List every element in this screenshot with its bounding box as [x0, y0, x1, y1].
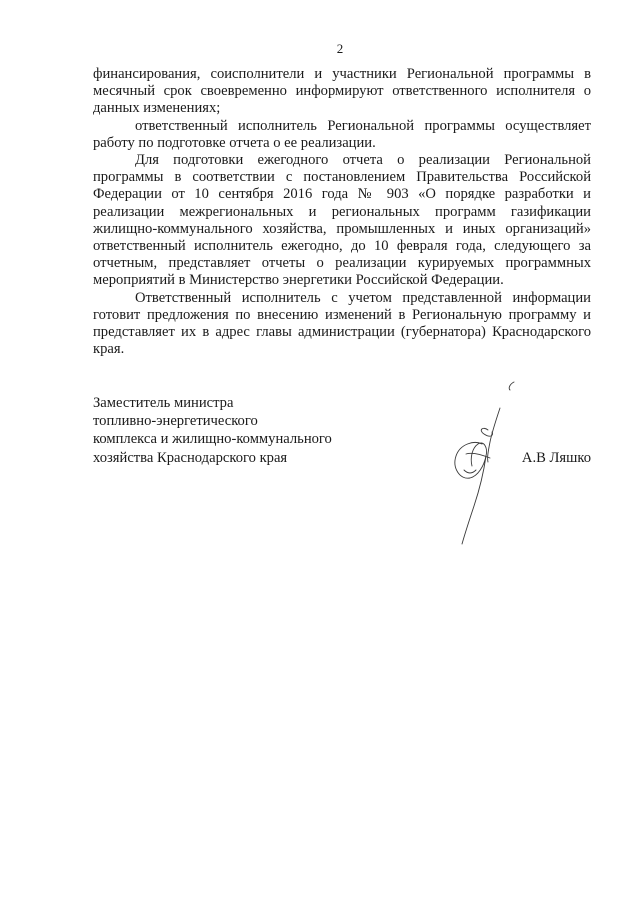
signer-position-line-4: хозяйства Краснодарского края — [93, 449, 288, 466]
signer-name: А.В Ляшко — [521, 449, 591, 466]
document-body — [93, 66, 591, 358]
page-number: 2 — [336, 41, 344, 56]
paragraph-4: Ответственный исполнитель с учетом представленной информации готовит предложения по внесению изменений в Региональную программу и представляет их в адрес главы администрации (губернатора) Краснодарского края. — [93, 289, 591, 358]
signer-position-line-3: комплекса и жилищно-коммунального — [93, 431, 332, 448]
paragraph-2: ответственный исполнитель Региональной программы осуществляет работу по подготовке отчета о ее реализации. — [93, 117, 591, 151]
handwritten-signature — [438, 378, 528, 548]
signer-position-line-2: топливно-энергетического — [93, 413, 258, 430]
signer-position-line-1: Заместитель министра — [93, 395, 234, 411]
paragraph-3: Для подготовки ежегодного отчета о реализации Региональной программы в соответствии с постановлением Правительства Российской Федерации от 10 сентября 2016 года № 903 «О порядке разработки и реализации межрегиональных и региональных программ газификации жилищно-коммунального хозяйства, промышленных и иных организаций» ответственный исполнитель ежегодно, до 10 февраля года, следующего за отчетным, представляет отчеты о реализации курируемых программных мероприятий в Министерство энергетики Российской Федерации. — [93, 152, 591, 289]
paragraph-1: финансирования, соисполнители и участники Региональной программы в месячный срок своевременно информируют ответственного исполнителя о данных изменениях; — [93, 66, 591, 117]
